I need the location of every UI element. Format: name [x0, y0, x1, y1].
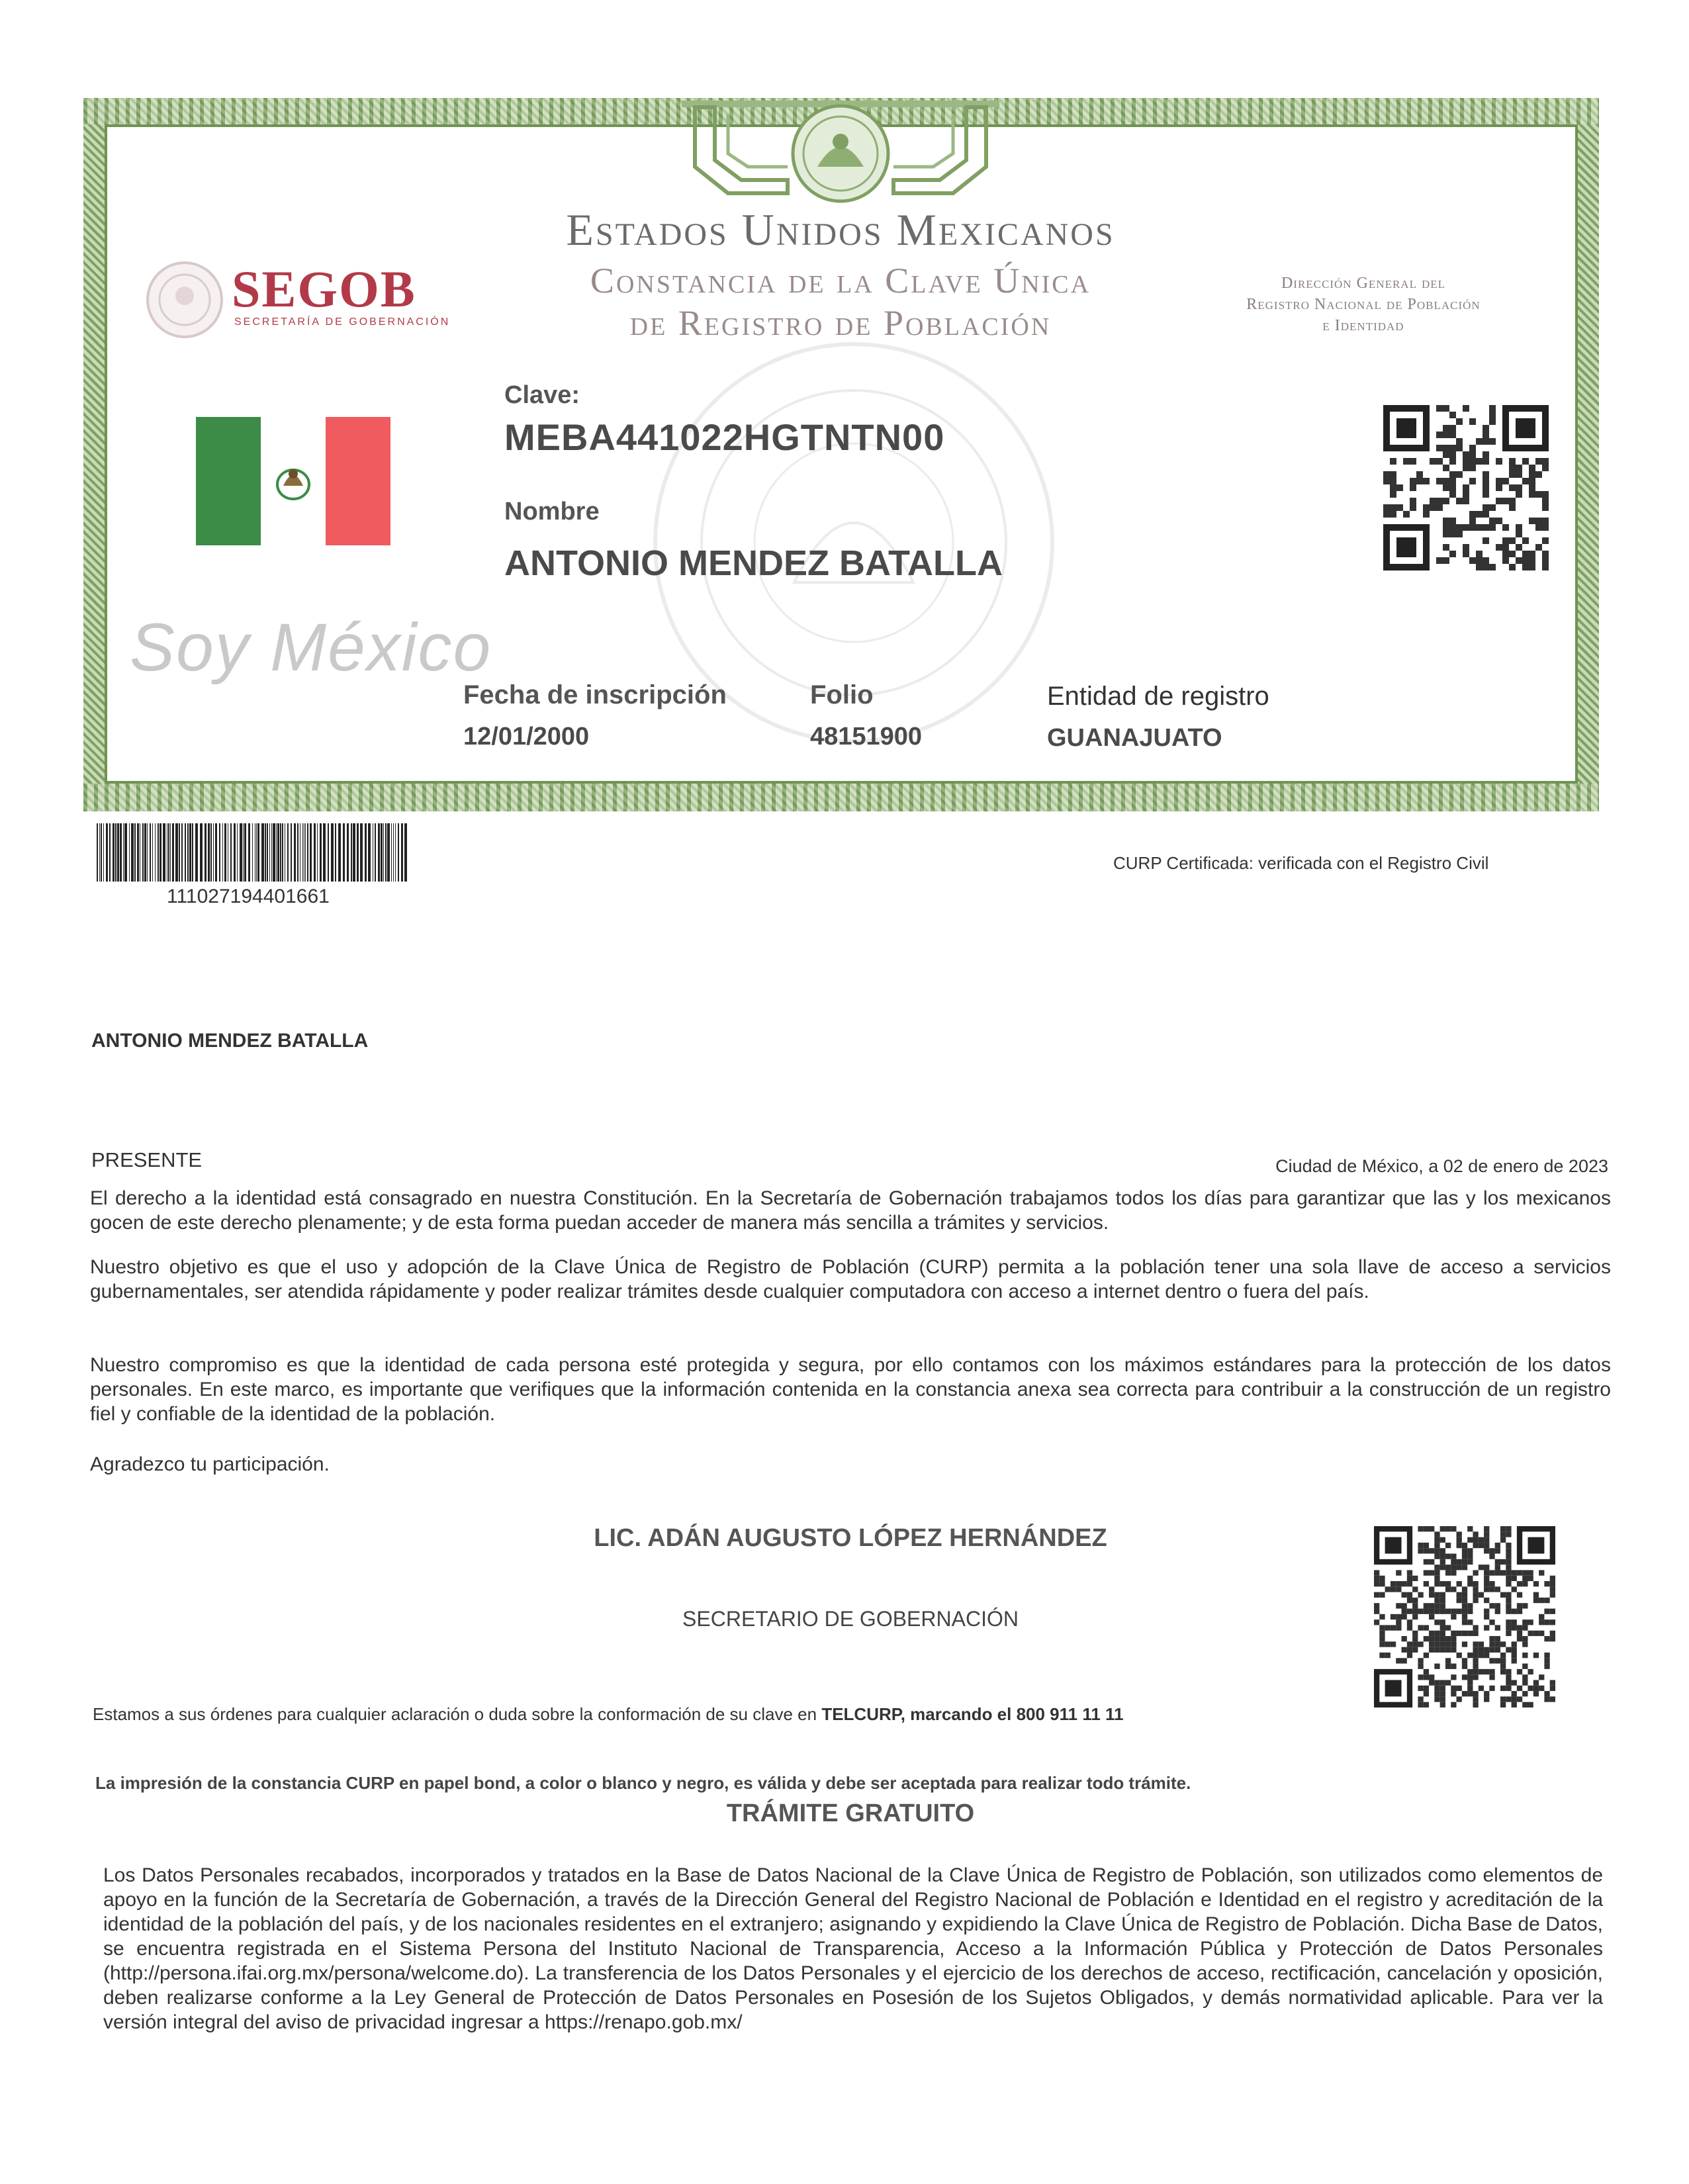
mexican-flag-icon — [196, 417, 390, 545]
signature-qr-code-icon — [1374, 1526, 1555, 1707]
flag-white-stripe — [261, 417, 326, 545]
signer-title: SECRETARIO DE GOBERNACIÓN — [682, 1607, 1019, 1631]
recipient-name: ANTONIO MENDEZ BATALLA — [91, 1030, 369, 1052]
privacy-notice: Los Datos Personales recabados, incorporados y tratados en la Base de Datos Nacional de la Clave Única de Registro de Población, son utilizados como elementos de apoyo en la función de la Secretaría de Gobernación, a través de la Dirección General del Registro Nacional de Población e Identidad en el registro y acreditación de la identidad de la población del país, y de los nacionales residentes en el extranjero; asignando y expidiendo la Clave Única de Registro de Población. Dicha Base de Datos, se encuentra registrada en el Sistema Persona del Instituto Nacional de Transparencia, Acceso a la Información Pública y Protección de Datos Personales (http://persona.ifai.org.mx/persona/welcome.do). La transferencia de los Datos Personales y el ejercicio de los derechos de acceso, rectificación, cancelación y oposición, deben realizarse conforme a la Ley General de Protección de Datos Personales en Posesión de los Sujetos Obligados, y demás normatividad aplicable. Para ver la versión integral del aviso de privacidad ingresar a https://renapo.gob.mx/ — [103, 1864, 1603, 2033]
presente-label: PRESENTE — [91, 1148, 203, 1171]
contact-phone: TELCURP, marcando el 800 911 11 11 — [821, 1704, 1124, 1724]
flag-green-stripe — [196, 417, 261, 545]
direction-line-3: e Identidad — [1322, 317, 1404, 334]
folio-value: 48151900 — [810, 723, 923, 751]
folio-label: Folio — [810, 680, 874, 709]
place-date: Ciudad de México, a 02 de enero de 2023 — [1275, 1156, 1608, 1176]
segob-logo-text: SEGOB — [232, 260, 416, 318]
slogan: Soy México — [130, 610, 492, 685]
issuing-direction — [1205, 273, 1522, 336]
segob-subtitle: SECRETARÍA DE GOBERNACIÓN — [234, 316, 451, 328]
validity-note: La impresión de la constancia CURP en papel bond, a color o blanco y negro, es válida y debe ser aceptada para realizar todo trámite. — [95, 1773, 1191, 1793]
document-title-line-1: Constancia de la Clave Única — [590, 261, 1091, 300]
paragraph-identity: El derecho a la identidad está consagrado en nuestra Constitución. En la Secretaría de Gobernación trabajamos todos los días para garantizar que las y los mexicanos gocen de este derecho plenamente; y de esta forma puedan acceder de manera más sencilla a trámites y servicios. — [90, 1187, 1611, 1234]
paragraph-commitment: Nuestro compromiso es que la identidad de cada persona esté protegida y segura, por ello contamos con los máximos estándares para la protección de los datos personales. En este marco, es importante que verifiques que la información contenida en la constancia anexa sea correcta para contribuir a la construcción de un registro fiel y confiable de la identidad de la población. — [90, 1354, 1611, 1425]
contact-line — [93, 1702, 1124, 1727]
paragraph-objective: Nuestro objetivo es que el uso y adopción de la Clave Única de Registro de Población (CURP) permita a la población tener una sola llave de acceso a servicios gubernamentales, ser atendida rápidamente y poder realizar trámites desde cualquier computadora con acceso a internet dentro o fuera del país. — [90, 1256, 1611, 1302]
country-title: Estados Unidos Mexicanos — [566, 205, 1115, 255]
qr-code-icon — [1383, 405, 1549, 570]
nombre-label: Nombre — [504, 498, 600, 525]
entidad-label: Entidad de registro — [1047, 682, 1269, 711]
barcode-icon — [97, 823, 410, 882]
direction-line-1: Dirección General del — [1281, 275, 1446, 292]
nombre-value: ANTONIO MENDEZ BATALLA — [504, 543, 1003, 583]
clave-value: MEBA441022HGTNTN00 — [504, 416, 945, 458]
paragraph-thanks: Agradezco tu participación. — [90, 1453, 330, 1475]
entidad-value: GUANAJUATO — [1047, 724, 1222, 752]
frame-border-bottom — [83, 784, 1599, 811]
signer-name: LIC. ADÁN AUGUSTO LÓPEZ HERNÁNDEZ — [594, 1524, 1107, 1552]
document-title — [490, 259, 1191, 344]
direction-line-2: Registro Nacional de Población — [1246, 296, 1481, 313]
contact-text: Estamos a sus órdenes para cualquier aclaración o duda sobre la conformación de su clave en — [93, 1704, 822, 1724]
fecha-value: 12/01/2000 — [463, 723, 590, 751]
document-title-line-2: de Registro de Población — [629, 303, 1052, 343]
flag-red-stripe — [326, 417, 390, 545]
national-crest-icon — [682, 101, 999, 206]
certified-note: CURP Certificada: verificada con el Registro Civil — [1113, 853, 1489, 873]
clave-label: Clave: — [504, 381, 580, 409]
fecha-label: Fecha de inscripción — [463, 680, 727, 709]
barcode-number: 111027194401661 — [167, 886, 330, 907]
segob-seal-icon — [144, 259, 225, 340]
free-notice: TRÁMITE GRATUITO — [726, 1799, 975, 1827]
flag-emblem-icon — [275, 458, 311, 504]
